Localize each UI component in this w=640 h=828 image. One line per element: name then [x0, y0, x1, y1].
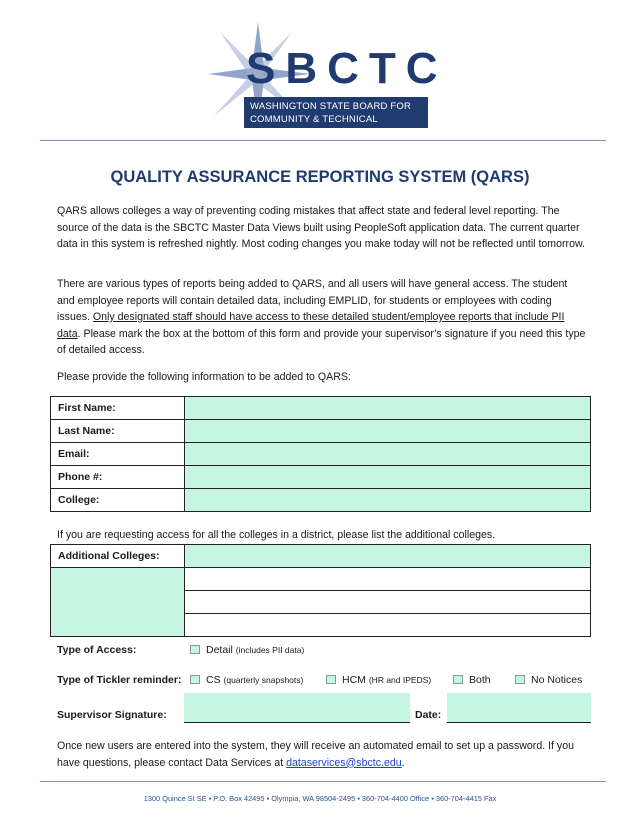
no-notices-checkbox[interactable]: [515, 675, 525, 684]
data-services-email-link[interactable]: dataservices@sbctc.edu: [286, 756, 402, 769]
hcm-option-label: HCM (HR and IPEDS): [342, 674, 432, 686]
type-of-access-label: Type of Access:: [57, 644, 137, 656]
phone-label: Phone #:: [51, 466, 185, 489]
phone-field[interactable]: [185, 466, 591, 489]
first-name-field[interactable]: [185, 397, 591, 420]
hcm-checkbox[interactable]: [326, 675, 336, 684]
detail-option-label: Detail (includes PII data): [206, 644, 305, 656]
additional-colleges-label: Additional Colleges:: [51, 545, 185, 568]
date-field[interactable]: [447, 693, 591, 723]
supervisor-signature-field[interactable]: [184, 693, 410, 723]
additional-college-field-1[interactable]: [185, 545, 591, 568]
additional-colleges-table: [50, 544, 591, 637]
both-option-label: Both: [469, 674, 491, 686]
intro-paragraph-2: There are various types of reports being added to QARS, and all users will have general access. The student and employee reports will contain detailed data, including EMPLID, for students or employees with coding issues. Only designated staff should have access to these detailed student/employee reports that include PII data. Please mark the box at the bottom of this form and provide your supervisor’s signature if you need this type of detailed access.: [57, 278, 586, 356]
email-label: Email:: [51, 443, 185, 466]
additional-college-field-3[interactable]: [185, 591, 591, 614]
additional-colleges-fill: [51, 568, 185, 637]
detail-checkbox[interactable]: [190, 645, 200, 654]
additional-college-field-2[interactable]: [185, 568, 591, 591]
last-name-field[interactable]: [185, 420, 591, 443]
table-row: [51, 443, 591, 466]
table-row: [51, 568, 591, 591]
header-divider: [40, 140, 606, 141]
first-name-label: First Name:: [51, 397, 185, 420]
user-info-table: [50, 396, 591, 512]
additional-college-field-4[interactable]: [185, 614, 591, 637]
table-row: [51, 420, 591, 443]
table-row: [51, 545, 591, 568]
district-note: If you are requesting access for all the colleges in a district, please list the additional colleges.: [57, 529, 496, 541]
supervisor-signature-label: Supervisor Signature:: [57, 709, 167, 721]
table-row: [51, 466, 591, 489]
footer-divider: [40, 781, 606, 782]
logo-wordmark: SBCTC: [246, 44, 448, 93]
pii-warning: Only designated staff should have access to these detailed student/employee reports that include PII data: [57, 311, 565, 340]
cs-checkbox[interactable]: [190, 675, 200, 684]
logo-banner: WASHINGTON STATE BOARD FOR COMMUNITY & TECHNICAL COLLEGES: [244, 97, 428, 128]
instructions: Please provide the following information to be added to QARS:: [57, 371, 351, 383]
table-row: [51, 489, 591, 512]
no-notices-option-label: No Notices: [531, 674, 583, 686]
cs-option-label: CS (quarterly snapshots): [206, 674, 304, 686]
both-checkbox[interactable]: [453, 675, 463, 684]
college-field[interactable]: [185, 489, 591, 512]
closing-paragraph: Once new users are entered into the system, they will receive an automated email to set up a password. If you have questions, please contact Data Services at dataservices@sbctc.edu.: [57, 740, 575, 769]
last-name-label: Last Name:: [51, 420, 185, 443]
footer-address: 1300 Quince St SE ▪ P.O. Box 42495 ▪ Olympia, WA 98504-2495 ▪ 360-704-4400 Office ▪ 360-704-4415 Fax: [143, 794, 497, 803]
tickler-label: Type of Tickler reminder:: [57, 674, 182, 686]
college-label: College:: [51, 489, 185, 512]
page-title: QUALITY ASSURANCE REPORTING SYSTEM (QARS): [110, 168, 530, 186]
email-field[interactable]: [185, 443, 591, 466]
intro-paragraph-1: QARS allows colleges a way of preventing coding mistakes that affect state and federal level reporting. The source of the data is the SBCTC Master Data Views built using PeopleSoft application data. The current quarter data in this system is refreshed nightly. Most coding changes you make today will not be reflected until tomorrow.: [57, 205, 585, 250]
sbctc-logo: [200, 18, 448, 138]
table-row: [51, 397, 591, 420]
date-label: Date:: [415, 709, 442, 721]
